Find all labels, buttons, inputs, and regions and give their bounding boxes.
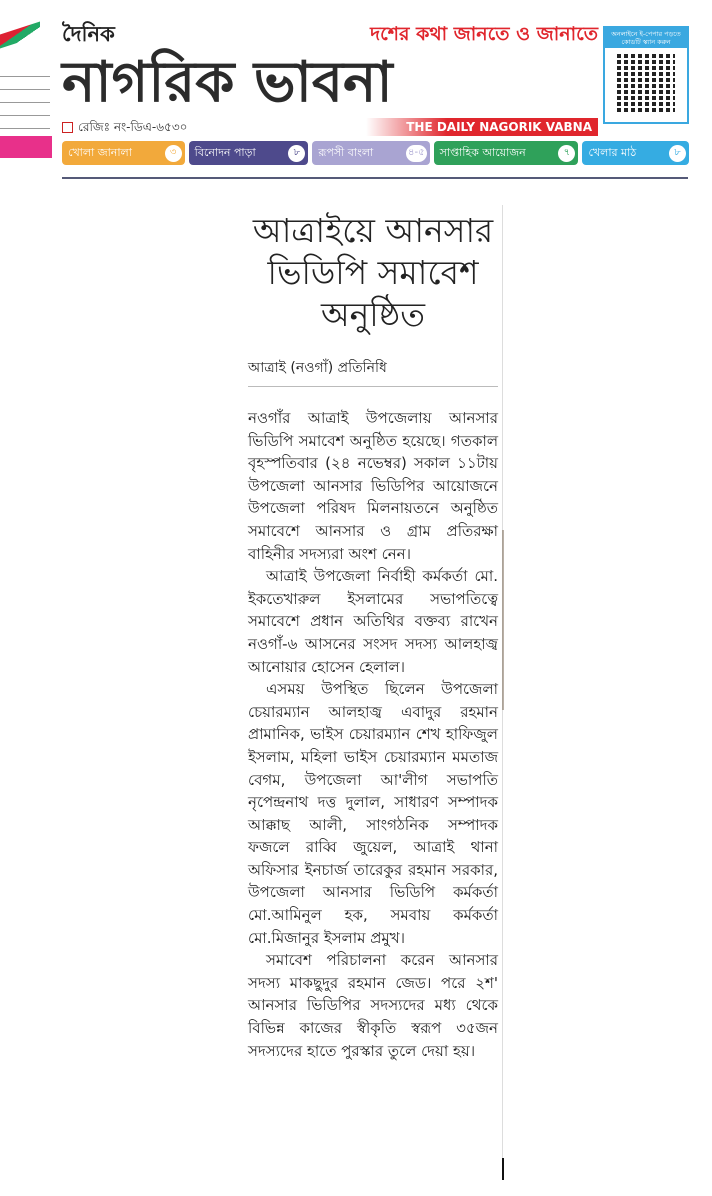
qr-code-icon (617, 54, 675, 112)
column-shadow (502, 530, 504, 710)
section-tab[interactable] (189, 141, 309, 165)
section-label: খোলা জানালা (68, 145, 132, 159)
masthead-tagline: দশের কথা জানতে ও জানাতে (370, 23, 598, 45)
section-page: ৭ (558, 145, 575, 162)
previous-page-edge (0, 28, 56, 178)
masthead-top-row (62, 20, 598, 48)
header-divider (62, 177, 688, 179)
section-tab[interactable] (62, 141, 185, 165)
qr-code-box[interactable] (603, 26, 689, 124)
column-divider-end (502, 1158, 504, 1180)
article-body (248, 407, 498, 1062)
pink-badge (0, 136, 52, 158)
english-name-banner: THE DAILY NAGORIK VABNA (366, 118, 598, 136)
article (248, 210, 498, 1062)
section-page: ৪-৫ (406, 145, 427, 162)
section-tab[interactable] (582, 141, 689, 165)
section-index (62, 141, 689, 165)
section-page: ৮ (669, 145, 686, 162)
section-page: ৩ (165, 145, 182, 162)
section-label: রূপসী বাংলা (318, 145, 374, 159)
flag-decoration (0, 22, 40, 49)
article-paragraph: আত্রাই উপজেলা নির্বাহী কর্মকর্তা মো. ইকতেখারুল ইসলামের সভাপতিত্বে সমাবেশে প্রধান অতিথির বক্তব্য রাখেন নওগাঁ-৬ আসনের সংসদ সদস্য আলহাজ্ব আনোয়ার হোসেন হেলাল। (248, 567, 498, 676)
section-page: ৮ (288, 145, 305, 162)
article-paragraph: এসময় উপস্থিত ছিলেন উপজেলা চেয়ারম্যান আলহাজ্ব এবাদুর রহমান প্রামানিক, ভাইস চেয়ারম্যান শেখ হাফিজুল ইসলাম, মহিলা ভাইস চেয়ারম্যান মমতাজ বেগম, উপজেলা আ'লীগ সভাপতি নৃপেন্দ্রনাথ দত্ত দুলাল, সাধারণ সম্পাদক আক্কাছ আলী, সাংগঠনিক সম্পাদক ফজলে রাব্বি জুয়েল, আত্রাই থানা অফিসার ইনচার্জ তারেকুর রহমান সরকার, উপজেলা আনসার ভিডিপি কর্মকর্তা মো.আমিনুল হক, সমবায় কর্মকর্তা মো.মিজানুর ইসলাম প্রমুখ। (248, 680, 498, 947)
article-paragraph: সমাবেশ পরিচালনা করেন আনসার সদস্য মাকছুদুর রহমান জেড। পরে ২শ' আনসার ভিডিপির সদস্যদের মধ্য থেকে বিভিন্ন কাজের স্বীকৃতি স্বরূপ ৩৫জন সদস্যদের হাতে পুরস্কার তুলে দেয়া হয়। (248, 951, 498, 1060)
section-label: বিনোদন পাড়া (194, 145, 256, 159)
masthead-bottom-row (62, 118, 598, 136)
article-paragraph: নওগাঁর আত্রাই উপজেলায় আনসার ভিডিপি সমাবেশ অনুষ্ঠিত হয়েছে। গতকাল বৃহস্পতিবার (২৪ নভেম্বর) সকাল ১১টায় উপজেলা আনসার ভিডিপির আয়োজনে উপজেলা পরিষদ মিলনায়তনে অনুষ্ঠিত সমাবেশে আনসার ও গ্রাম প্রতিরক্ষা বাহিনীর সদস্যরা অংশ নেন। (248, 409, 498, 563)
date-lines (0, 64, 50, 142)
masthead-prefix: দৈনিক (62, 22, 115, 46)
section-tab[interactable] (434, 141, 579, 165)
section-tab[interactable] (312, 141, 429, 165)
qr-caption: অনলাইনে ই-পেপার পড়তে কোডটি স্ক্যান করুন (605, 28, 687, 48)
article-title: আত্রাইয়ে আনসার ভিডিপি সমাবেশ অনুষ্ঠিত (252, 211, 494, 334)
square-icon (62, 122, 73, 133)
section-label: সাপ্তাহিক আয়োজন (439, 145, 526, 159)
article-byline: আত্রাই (নওগাঁ) প্রতিনিধি (248, 356, 498, 387)
newspaper-logo: নাগরিক ভাবনা (62, 50, 393, 115)
registration-number (62, 118, 187, 136)
section-label: খেলার মাঠ (588, 145, 637, 159)
masthead (62, 20, 598, 136)
registration-text: রেজিঃ নং-ডিএ-৬৫৩০ (78, 120, 188, 134)
